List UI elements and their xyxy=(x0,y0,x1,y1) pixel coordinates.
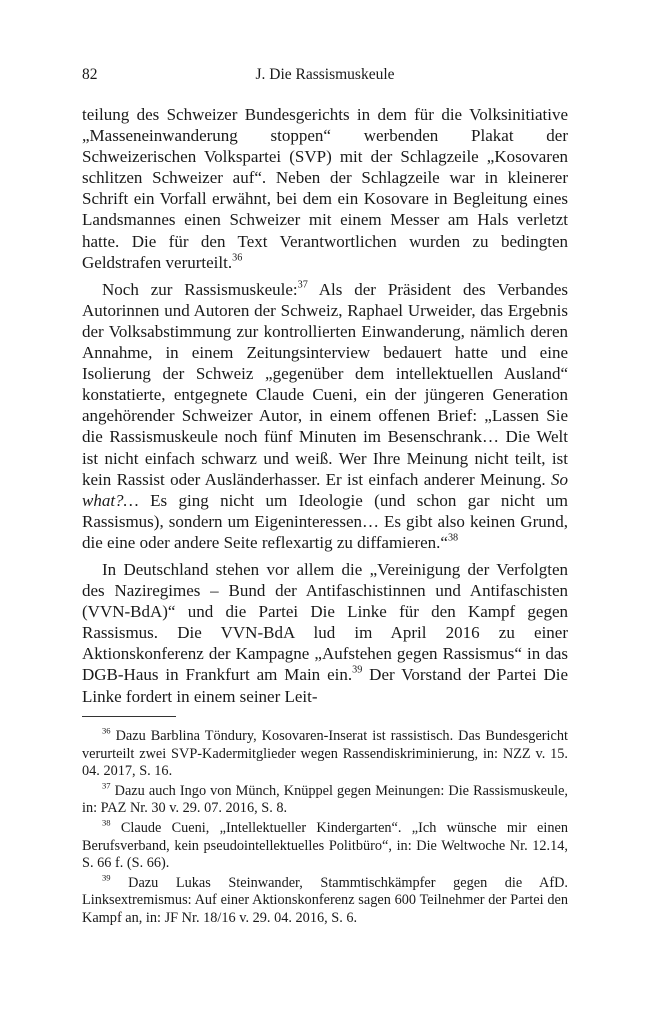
footnote-text: Dazu Barblina Töndury, Kosovaren-Inserat ist rassistisch. Das Bundesgericht verurteilt zwei SVP-Kadermitglieder wegen Rassendiskriminierung, in: NZZ v. 15. 04. 2017, S. 16. xyxy=(82,728,568,780)
paragraph-3-text-b: Der Vorstand der Partei Die Linke fordert in einem seiner Leit- xyxy=(82,665,568,706)
paragraph-1-text: teilung des Schweizer Bundesgerichts in dem für die Volksinitiative „Masseneinwanderung stoppen“ werbenden Plakat der Schweizerischen Volkspartei (SVP) mit der Schlagzeile „Kosovaren schlitzen Schweizer auf“. Neben der Schlagzeile war in kleinerer Schrift ein Vorfall erwähnt, bei dem ein Kosovare in Begleitung eines Landsmannes einen Schweizer mit einem Messer am Hals verletzt hatte. Die für den Text Verantwortlichen wurden zu bedingten Geldstrafen verurteilt. xyxy=(82,105,568,272)
paragraph-2-lead: Noch zur Rassismuskeule: xyxy=(102,279,298,299)
page-header xyxy=(82,66,568,88)
paragraph-3 xyxy=(82,559,568,707)
footnote-number: 38 xyxy=(102,817,111,828)
footnote-ref-39: 39 xyxy=(352,664,363,676)
footnote-text: Dazu auch Ingo von Münch, Knüppel gegen Meinungen: Die Rassismuskeule, in: PAZ Nr. 30 v. 29. 07. 2016, S. 8. xyxy=(82,782,568,817)
footnote-text: Dazu Lukas Steinwander, Stammtischkämpfer gegen die AfD. Linksextremismus: Auf einer Aktionskonferenz sagen 600 Teilnehmer der Partei den Kampf an, in: JF Nr. 18/16 v. 29. 04. 2016, S. 6. xyxy=(82,874,568,926)
footnote-36 xyxy=(82,725,568,781)
paragraph-2-italic: So what?… xyxy=(82,469,568,510)
footnote-37 xyxy=(82,780,568,818)
footnotes xyxy=(82,725,568,930)
body-text xyxy=(82,104,568,713)
footnote-39 xyxy=(82,872,568,928)
footnote-38 xyxy=(82,817,568,873)
paragraph-2 xyxy=(82,279,568,553)
running-head: J. Die Rassismuskeule xyxy=(255,66,395,83)
footnote-text: Claude Cueni, „Intellektueller Kindergarten“. „Ich wünsche mir einen Berufsverband, kein pseudointellektuelles Politbüro“, in: Die Weltwoche Nr. 12.14, S. 66 f. (S. 66). xyxy=(82,819,568,872)
paragraph-3-text-a: In Deutschland stehen vor allem die „Vereinigung der Verfolgten des Naziregimes – Bund der Antifaschistinnen und Antifaschisten (VVN-BdA)“ und die Partei Die Linke für den Kampf gegen Rassismus. Die VVN-BdA lud im April 2016 zu einer Aktionskonferenz der Kampagne „Aufstehen gegen Rassismus“ in das DGB-Haus in Frankfurt am Main ein. xyxy=(82,559,568,685)
footnote-separator xyxy=(82,716,176,717)
paragraph-2-text-a: Als der Präsident des Verbandes Autorinnen und Autoren der Schweiz, Raphael Urweider, das Ergebnis der Volksabstimmung zur kontrollierten Einwanderung, nämlich deren Annahme, in einem Zeitungsinterview bedauert hatte und eine Isolierung der Schweiz „gegenüber dem intellektuellen Ausland“ konstatierte, entgegnete Claude Cueni, ein der jüngeren Generation angehörender Schweizer Autor, in einem offenen Brief: „Lassen Sie die Rassismuskeule noch fünf Minuten im Besenschrank… Die Welt ist nicht einfach schwarz und weiß. Wer Ihre Meinung nicht teilt, ist kein Rassist oder Ausländerhasser. Er ist einfach anderer Meinung. xyxy=(82,279,569,489)
footnote-ref-38: 38 xyxy=(447,532,459,544)
paragraph-1 xyxy=(82,104,568,273)
paragraph-2-text-b: Es ging nicht um Ideologie (und schon gar nicht um Rassismus), sondern um Eigeninteressen… Es gibt also keinen Grund, die eine oder andere Seite reflexartig zu diffamieren.“ xyxy=(82,490,568,552)
footnote-number: 39 xyxy=(102,872,111,883)
footnote-number: 37 xyxy=(102,780,111,791)
footnote-number: 36 xyxy=(102,725,111,736)
footnote-ref-36: 36 xyxy=(232,252,243,264)
footnote-ref-37: 37 xyxy=(297,279,308,291)
page-number: 82 xyxy=(82,66,98,83)
